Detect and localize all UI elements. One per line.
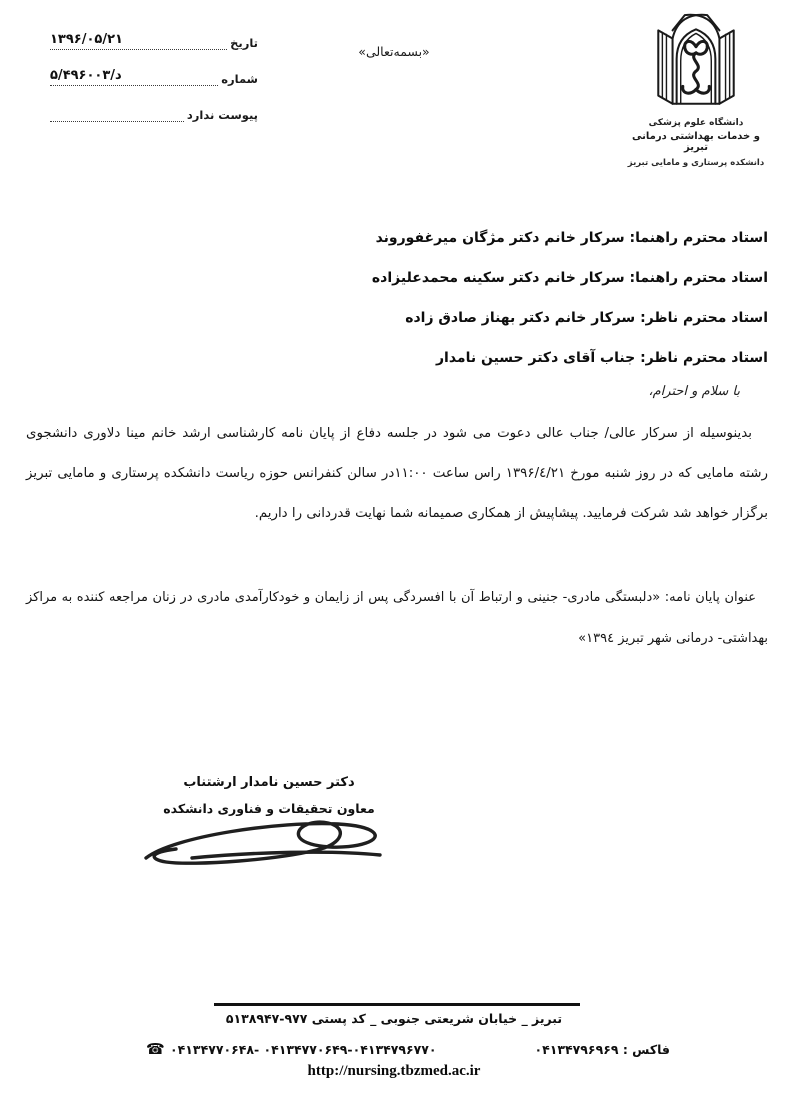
phone-numbers: ۰۴۱۳۴۷۷۰۶۴۸- ۰۴۱۳۴۷۷۰۶۴۹-۰۴۱۳۴۷۹۶۷۷۰	[170, 1042, 437, 1057]
recipient-examiner-2: استاد محترم ناظر: جناب آقای دکتر حسین نامدار	[435, 350, 768, 366]
besmele-heading: «بسمه‌تعالی»	[358, 44, 430, 59]
signatory-title: معاون تحقیقات و فناوری دانشکده	[163, 801, 375, 816]
number-dotted-line	[50, 66, 218, 86]
date-value: ۱۳۹۶/۰۵/۲۱	[50, 32, 123, 47]
fax-number: فاکس : ۰۴۱۳۴۷۹۶۹۶۹	[534, 1041, 670, 1057]
faculty-name-line: دانشکده پرستاری و مامایی تبریز	[627, 158, 765, 168]
salutation-line: با سلام و احترام،	[648, 384, 740, 399]
university-emblem-icon	[645, 10, 747, 116]
footer-contact-row	[146, 1040, 670, 1058]
date-label: تاریخ	[230, 36, 258, 50]
invitation-paragraph: بدینوسیله از سرکار عالی/ جناب عالی دعوت می شود در جلسه دفاع از پایان نامه کارشناسی ارشد خانم مینا دلاوری دانشجوی رشته مامایی که در روز شنبه مورخ ۱۳۹۶/٤/۲۱ راس ساعت ۱۱:۰۰در سالن کنفرانس حوزه ریاست دانشکده پرستاری و مامایی تبریز برگزار خواهد شد شرکت فرمایید. پیشاپیش از همکاری صمیمانه شما نهایت قدردانی را داریم.	[26, 426, 768, 521]
university-name-line2: و خدمات بهداشتی درمانی تبریز	[632, 131, 760, 153]
handwritten-signature-icon	[130, 808, 396, 872]
footer-divider-line	[214, 1003, 580, 1006]
number-value: ۵/د/۴۹۶۰۰۳	[50, 68, 122, 83]
university-emblem-block	[626, 10, 766, 168]
footer-phones	[146, 1040, 437, 1058]
website-url[interactable]: http://nursing.tbzmed.ac.ir	[307, 1063, 481, 1079]
attachment-row	[50, 100, 258, 122]
number-label: شماره	[221, 72, 258, 86]
recipient-supervisor-1: استاد محترم راهنما: سرکار خانم دکتر مژگان میرغفوروند	[375, 230, 768, 246]
university-name-line1: دانشگاه علوم پزشکی	[648, 118, 744, 128]
attachment-dotted-line	[50, 121, 184, 122]
recipients-list	[20, 218, 768, 378]
recipient-supervisor-2: استاد محترم راهنما: سرکار خانم دکتر سکینه محمدعلیزاده	[371, 270, 768, 286]
telephone-icon: ☎	[146, 1040, 165, 1058]
number-row	[50, 64, 258, 86]
attachment-text: پیوست ندارد	[186, 108, 258, 122]
signatory-name: دکتر حسین نامدار ارشتناب	[183, 775, 355, 790]
footer-address: تبریز _ خیابان شریعتی جنوبی _ کد پستی ۹۷۷-۵۱۳۸۹۴۷	[225, 1011, 563, 1026]
thesis-title-paragraph: عنوان پایان نامه: «دلبستگی مادری- جنینی و ارتباط آن با افسردگی پس از زایمان و خودکارآمدی مادری در زنان مراجعه کننده به مراکز بهداشتی- درمانی شهر تبریز ۱۳۹٤»	[26, 590, 768, 646]
recipient-examiner-1: استاد محترم ناظر: سرکار خانم دکتر بهناز صادق زاده	[405, 310, 768, 326]
